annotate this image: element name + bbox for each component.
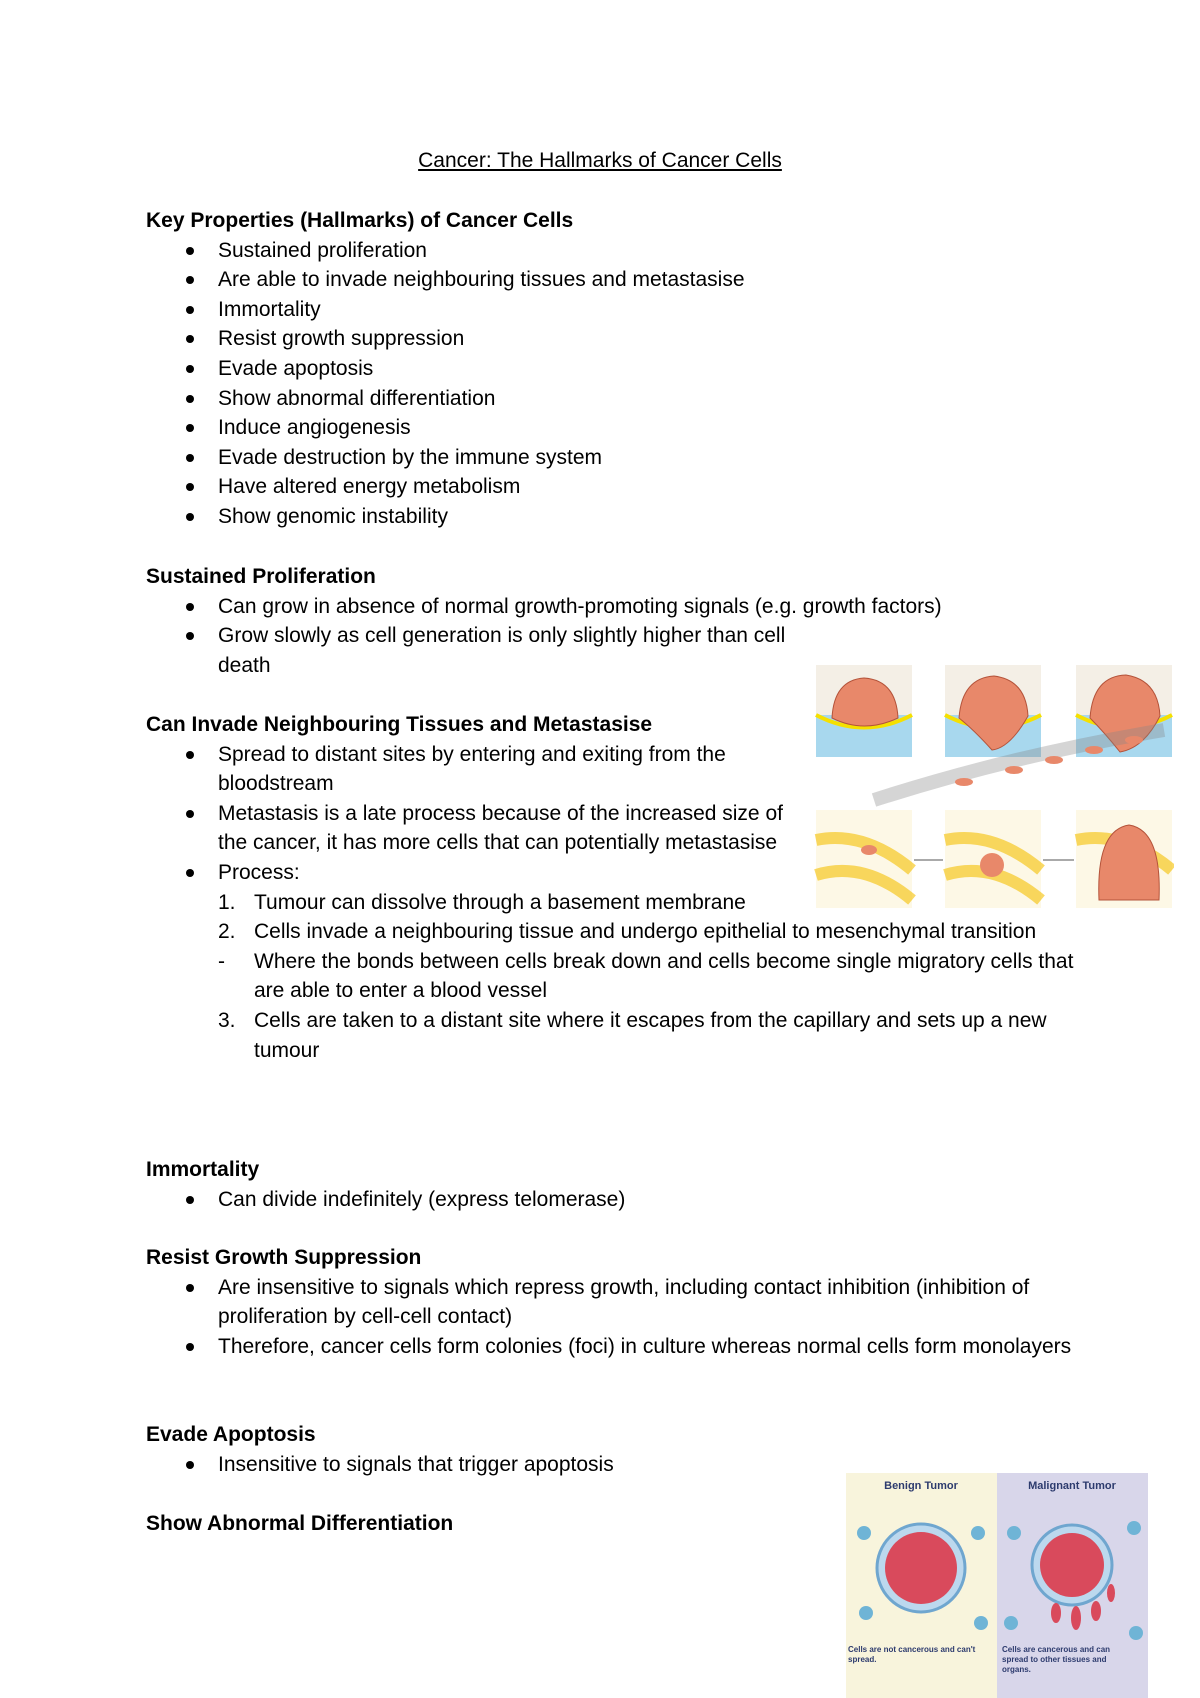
section-heading: Evade Apoptosis (146, 1423, 316, 1446)
list-item: Insensitive to signals that trigger apoptosis (146, 1450, 1046, 1480)
section-resist-growth-suppression (146, 1243, 1072, 1361)
section-heading: Immortality (146, 1158, 260, 1181)
list-item: Sustained proliferation (146, 236, 1046, 266)
benign-caption: Cells are not cancerous and can't spread. (848, 1645, 976, 1664)
list-item: Are able to invade neighbouring tissues and metastasise (146, 265, 1046, 295)
benign-label: Benign Tumor (884, 1480, 958, 1492)
list-item: Evade destruction by the immune system (146, 443, 1046, 473)
list-item: Grow slowly as cell generation is only slightly higher than cell death (146, 621, 788, 680)
list-item: Spread to distant sites by entering and exiting from the bloodstream (146, 740, 788, 799)
benign-malignant-diagram (846, 1473, 1148, 1698)
list-item: Therefore, cancer cells form colonies (foci) in culture whereas normal cells form monolayers (146, 1332, 1078, 1362)
list-item: Have altered energy metabolism (146, 472, 1046, 502)
malignant-caption: Cells are cancerous and can spread to other tissues and organs. (1002, 1645, 1111, 1674)
page-title: Cancer: The Hallmarks of Cancer Cells (418, 149, 782, 172)
list-item: Can divide indefinitely (express telomerase) (146, 1185, 1046, 1215)
list-marker: 1. (218, 890, 236, 914)
section-heading: Resist Growth Suppression (146, 1246, 422, 1269)
section-immortality (146, 1155, 1046, 1214)
list-item: Induce angiogenesis (146, 413, 1046, 443)
list-marker: 2. (218, 920, 236, 944)
section-heading: Sustained Proliferation (146, 565, 376, 588)
bullet-list (146, 1185, 1046, 1215)
panel-secondary-tumor (1076, 810, 1172, 908)
list-item: Show abnormal differentiation (146, 384, 1046, 414)
list-text: Cells are taken to a distant site where it escapes from the capillary and sets up a new tumour (254, 1008, 1047, 1062)
list-item: Resist growth suppression (146, 324, 1046, 354)
list-item (146, 917, 1044, 947)
list-item (146, 1006, 1094, 1065)
section-key-properties (146, 206, 1046, 532)
section-evade-apoptosis (146, 1420, 1046, 1479)
list-item: Show genomic instability (146, 502, 1046, 532)
list-item: Are insensitive to signals which repress growth, including contact inhibition (inhibition of proliferation by cell-cell contact) (146, 1273, 1058, 1332)
list-item: Evade apoptosis (146, 354, 1046, 384)
section-heading: Show Abnormal Differentiation (146, 1512, 454, 1535)
benign-cell-mass (885, 1532, 957, 1604)
list-marker: 3. (218, 1008, 236, 1032)
list-text: Tumour can dissolve through a basement membrane (254, 890, 746, 914)
panel-basement-membrane (816, 665, 912, 757)
list-item (146, 947, 1094, 1006)
metastasis-diagram (814, 660, 1174, 920)
list-item: Metastasis is a late process because of the increased size of the cancer, it has more cells that can potentially metastasise (146, 799, 788, 858)
panel-invasion (945, 665, 1041, 757)
list-text: Cells invade a neighbouring tissue and undergo epithelial to mesenchymal transition (254, 920, 1037, 944)
list-marker: - (218, 949, 225, 973)
list-item: Immortality (146, 295, 1046, 325)
panel-micrometastasis (945, 810, 1041, 908)
list-item: Process: (146, 858, 1046, 888)
section-heading: Can Invade Neighbouring Tissues and Metastasise (146, 713, 653, 736)
malignant-label: Malignant Tumor (1028, 1480, 1116, 1492)
bullet-list (146, 236, 1046, 532)
list-item: Can grow in absence of normal growth-promoting signals (e.g. growth factors) (146, 592, 1046, 622)
panel-extravasation (816, 810, 912, 908)
section-heading: Key Properties (Hallmarks) of Cancer Cells (146, 209, 574, 232)
bullet-list (146, 1273, 1072, 1362)
malignant-cell-mass (1040, 1533, 1104, 1597)
list-text: Where the bonds between cells break down and cells become single migratory cells that are able to enter a blood vessel (254, 949, 1074, 1003)
